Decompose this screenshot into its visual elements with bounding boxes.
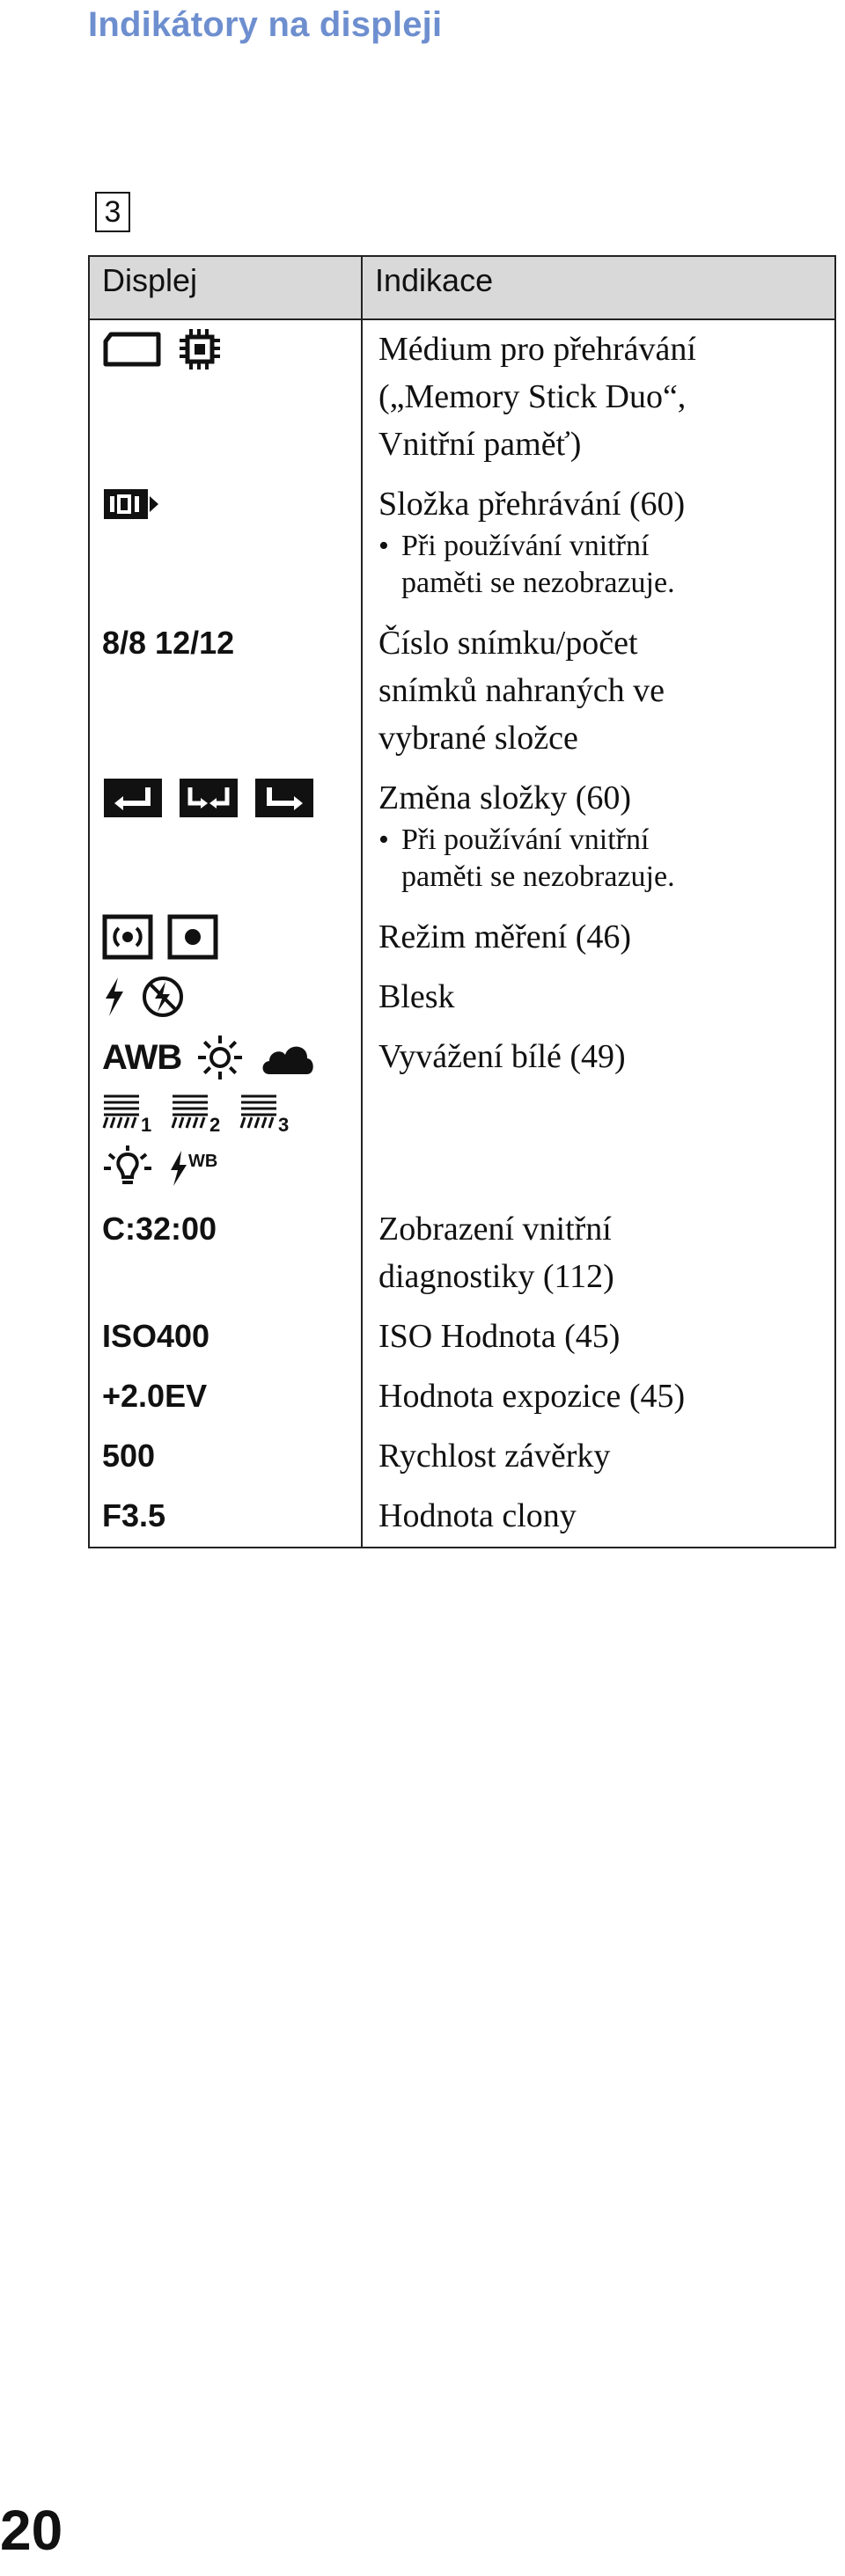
svg-text:WB: WB xyxy=(188,1152,218,1171)
indication-cell xyxy=(362,968,835,1028)
page-number: 20 xyxy=(0,2499,63,2562)
indication-text: Blesk xyxy=(378,978,455,1015)
note-line: paměti se nezobrazuje. xyxy=(401,860,675,893)
bullet-icon: • xyxy=(378,823,389,856)
indication-text: Médium pro přehrávání xyxy=(378,331,696,368)
indicator-icons xyxy=(102,774,349,822)
indication-text: ISO Hodnota (45) xyxy=(378,1318,621,1355)
table-row xyxy=(89,1487,835,1548)
table-row xyxy=(89,1367,835,1427)
indication-text: („Memory Stick Duo“, xyxy=(378,378,687,415)
table-row xyxy=(89,614,835,769)
indicator-icons xyxy=(102,326,349,373)
note-line: paměti se nezobrazuje. xyxy=(401,567,675,599)
indicator-table xyxy=(88,255,836,1548)
table-row xyxy=(89,908,835,968)
fluorescent-1-icon xyxy=(102,1091,157,1135)
display-cell xyxy=(89,968,362,1028)
table-row xyxy=(89,319,835,475)
indication-cell xyxy=(362,1200,835,1307)
indication-cell xyxy=(362,614,835,769)
indication-text: Změna složky (60) xyxy=(378,779,632,816)
display-value: C:32:00 xyxy=(102,1211,217,1247)
display-cell xyxy=(89,614,362,769)
display-value: +2.0EV xyxy=(102,1378,208,1414)
display-cell xyxy=(89,1200,362,1307)
indication-text: Zobrazení vnitřní xyxy=(378,1211,612,1248)
indication-text: Vnitřní paměť) xyxy=(378,426,582,463)
folder-next-icon xyxy=(254,777,315,819)
indication-text: Rychlost závěrky xyxy=(378,1438,611,1475)
cloudy-icon xyxy=(259,1037,317,1078)
flash-icon xyxy=(102,976,127,1018)
indication-cell xyxy=(362,1487,835,1548)
display-value: ISO400 xyxy=(102,1318,210,1354)
indication-cell xyxy=(362,475,835,614)
display-cell xyxy=(89,1427,362,1487)
daylight-icon xyxy=(195,1033,245,1082)
svg-text:3: 3 xyxy=(278,1114,290,1135)
internal-memory-icon xyxy=(178,327,222,371)
incandescent-icon xyxy=(102,1144,153,1193)
page-title: Indikátory na displeji xyxy=(88,5,443,44)
multi-metering-icon xyxy=(102,914,153,960)
indicator-icons xyxy=(102,973,349,1021)
table-row xyxy=(89,1028,835,1200)
indication-cell xyxy=(362,1427,835,1487)
indication-text: Číslo snímku/počet xyxy=(378,625,638,662)
indication-cell xyxy=(362,1367,835,1427)
display-value: F3.5 xyxy=(102,1497,166,1533)
table-row xyxy=(89,769,835,908)
header-indication: Indikace xyxy=(362,256,835,319)
note-line: Při používání vnitřní xyxy=(401,823,650,856)
fluorescent-2-icon xyxy=(171,1091,225,1135)
display-cell xyxy=(89,1487,362,1548)
playback-folder-icon xyxy=(102,486,160,523)
indication-cell xyxy=(362,1307,835,1367)
display-cell xyxy=(89,1367,362,1427)
folder-prev-icon xyxy=(102,777,164,819)
indicator-icons xyxy=(102,913,349,961)
indicator-icons xyxy=(102,480,349,528)
indication-cell xyxy=(362,1028,835,1200)
table-row xyxy=(89,968,835,1028)
svg-text:1: 1 xyxy=(141,1114,152,1135)
svg-text:2: 2 xyxy=(209,1114,221,1135)
spot-metering-icon xyxy=(167,914,218,960)
indication-note xyxy=(378,528,822,602)
display-cell xyxy=(89,475,362,614)
indication-text: Složka přehrávání (60) xyxy=(378,486,686,523)
memory-stick-icon xyxy=(102,329,164,370)
display-value: 8/8 12/12 xyxy=(102,625,235,661)
indication-note xyxy=(378,822,822,896)
table-row xyxy=(89,1200,835,1307)
display-cell xyxy=(89,908,362,968)
table-row xyxy=(89,475,835,614)
folder-both-icon xyxy=(178,777,239,819)
display-value: 500 xyxy=(102,1438,156,1474)
header-display: Displej xyxy=(89,256,362,319)
indication-text: Hodnota clony xyxy=(378,1497,577,1534)
display-cell xyxy=(89,1028,362,1200)
table-row xyxy=(89,1427,835,1487)
fluorescent-3-icon xyxy=(239,1091,294,1135)
flash-off-icon xyxy=(141,975,185,1019)
table-row xyxy=(89,1307,835,1367)
indication-cell xyxy=(362,908,835,968)
awb-icon: AWB xyxy=(102,1038,182,1077)
indication-text: Hodnota expozice (45) xyxy=(378,1378,686,1415)
indicator-icons xyxy=(102,1033,349,1193)
indication-cell xyxy=(362,319,835,475)
note-line: Při používání vnitřní xyxy=(401,530,650,562)
indication-text: diagnostiky (112) xyxy=(378,1258,614,1295)
display-cell xyxy=(89,1307,362,1367)
flash-wb-icon xyxy=(167,1147,229,1189)
display-cell xyxy=(89,769,362,908)
bullet-icon: • xyxy=(378,530,389,562)
section-number: 3 xyxy=(95,192,130,232)
indication-text: Vyvážení bílé (49) xyxy=(378,1038,626,1075)
table-header-row xyxy=(89,256,835,319)
indication-text: snímků nahraných ve xyxy=(378,672,665,709)
indication-text: Režim měření (46) xyxy=(378,918,632,955)
display-cell xyxy=(89,319,362,475)
indication-text: vybrané složce xyxy=(378,720,578,757)
indication-cell xyxy=(362,769,835,908)
